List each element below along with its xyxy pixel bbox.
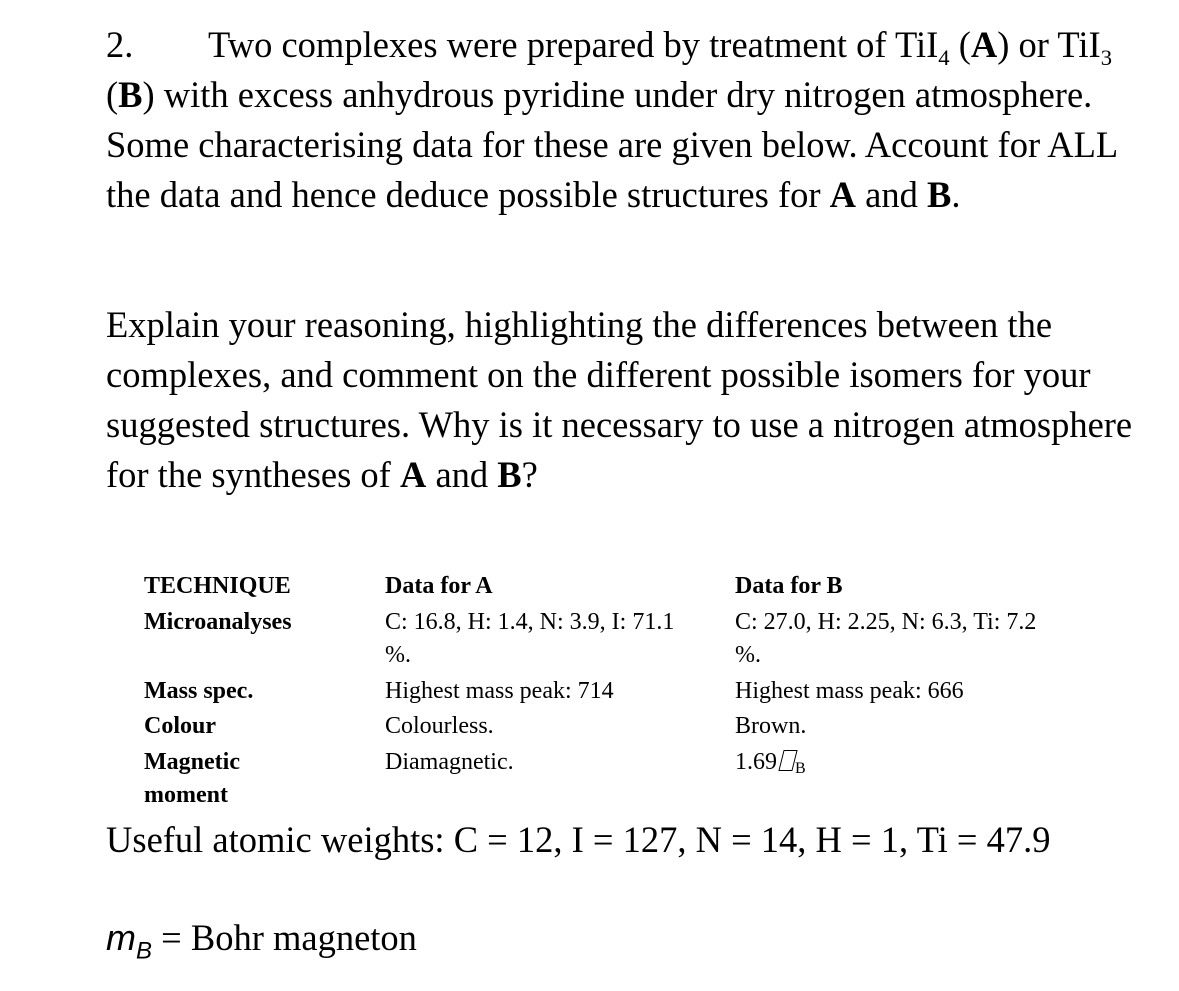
p2-text-3: ? (521, 454, 538, 495)
question-paragraph-2 (106, 300, 1156, 500)
data-b-cell: Brown. (735, 713, 807, 739)
technique-cell: Magnetic moment (144, 749, 240, 808)
bohr-symbol-subscript: B (136, 937, 153, 965)
data-a-cell: Colourless. (385, 713, 494, 739)
question-number: 2. (106, 24, 134, 65)
data-a-cell: C: 16.8, H: 1.4, N: 3.9, I: 71.1 %. (385, 609, 675, 668)
p1-text-3: ) or TiI (997, 24, 1101, 65)
p1-text-1: Two complexes were prepared by treatment of TiI (208, 24, 939, 65)
p1-text-5: ) with excess anhydrous pyridine under dry nitrogen atmosphere. Some characterising data for these are given below. Account for ALL the data and hence deduce possible structures for (106, 74, 1117, 215)
technique-cell: Colour (144, 713, 216, 739)
question-paragraph-1 (106, 20, 1156, 220)
data-b-cell: C: 27.0, H: 2.25, N: 6.3, Ti: 7.2 %. (735, 609, 1037, 668)
p1-compound-b: B (118, 74, 143, 115)
p1-sub-3: 3 (1100, 44, 1113, 70)
header-technique: TECHNIQUE (144, 573, 291, 599)
p1-text-7: . (951, 174, 961, 215)
bohr-symbol (106, 917, 153, 965)
data-a-cell: Highest mass peak: 714 (385, 678, 614, 704)
p1-compound-b-2: B (926, 174, 952, 215)
p1-sub-4: 4 (938, 44, 950, 70)
magnetic-unit-subscript: B (795, 760, 806, 777)
atomic-weights: Useful atomic weights: C = 12, I = 127, N = 14, H = 1, Ti = 47.9 (106, 819, 1051, 860)
data-a-cell: Diamagnetic. (385, 749, 514, 775)
p1-text-4: ( (106, 74, 119, 115)
p2-text-2: and (426, 454, 498, 495)
bohr-symbol-letter: m (106, 917, 136, 958)
bohr-definition-text: = Bohr magneton (152, 917, 417, 958)
data-b-cell (735, 746, 1055, 785)
p1-compound-a: A (970, 24, 998, 65)
bohr-magneton-definition (106, 913, 417, 963)
p1-text-6: and (856, 174, 927, 215)
p1-text-2: ( (958, 24, 971, 65)
data-b-cell: Highest mass peak: 666 (735, 678, 964, 704)
technique-cell: Mass spec. (144, 678, 254, 704)
technique-cell: Microanalyses (144, 609, 292, 635)
p2-text-1: Explain your reasoning, highlighting the differences between the complexes, and comment on the different possible isomers for your suggested structures. Why is it necessary to use a nitrogen atmosphere for the syntheses of (106, 304, 1133, 495)
p2-compound-a: A (399, 454, 427, 495)
header-data-b: Data for B (735, 573, 843, 599)
p2-compound-b: B (497, 454, 522, 495)
magnetic-moment-value: 1.69 (735, 749, 777, 775)
header-data-a: Data for A (385, 573, 493, 599)
p1-compound-a-2: A (829, 174, 856, 215)
